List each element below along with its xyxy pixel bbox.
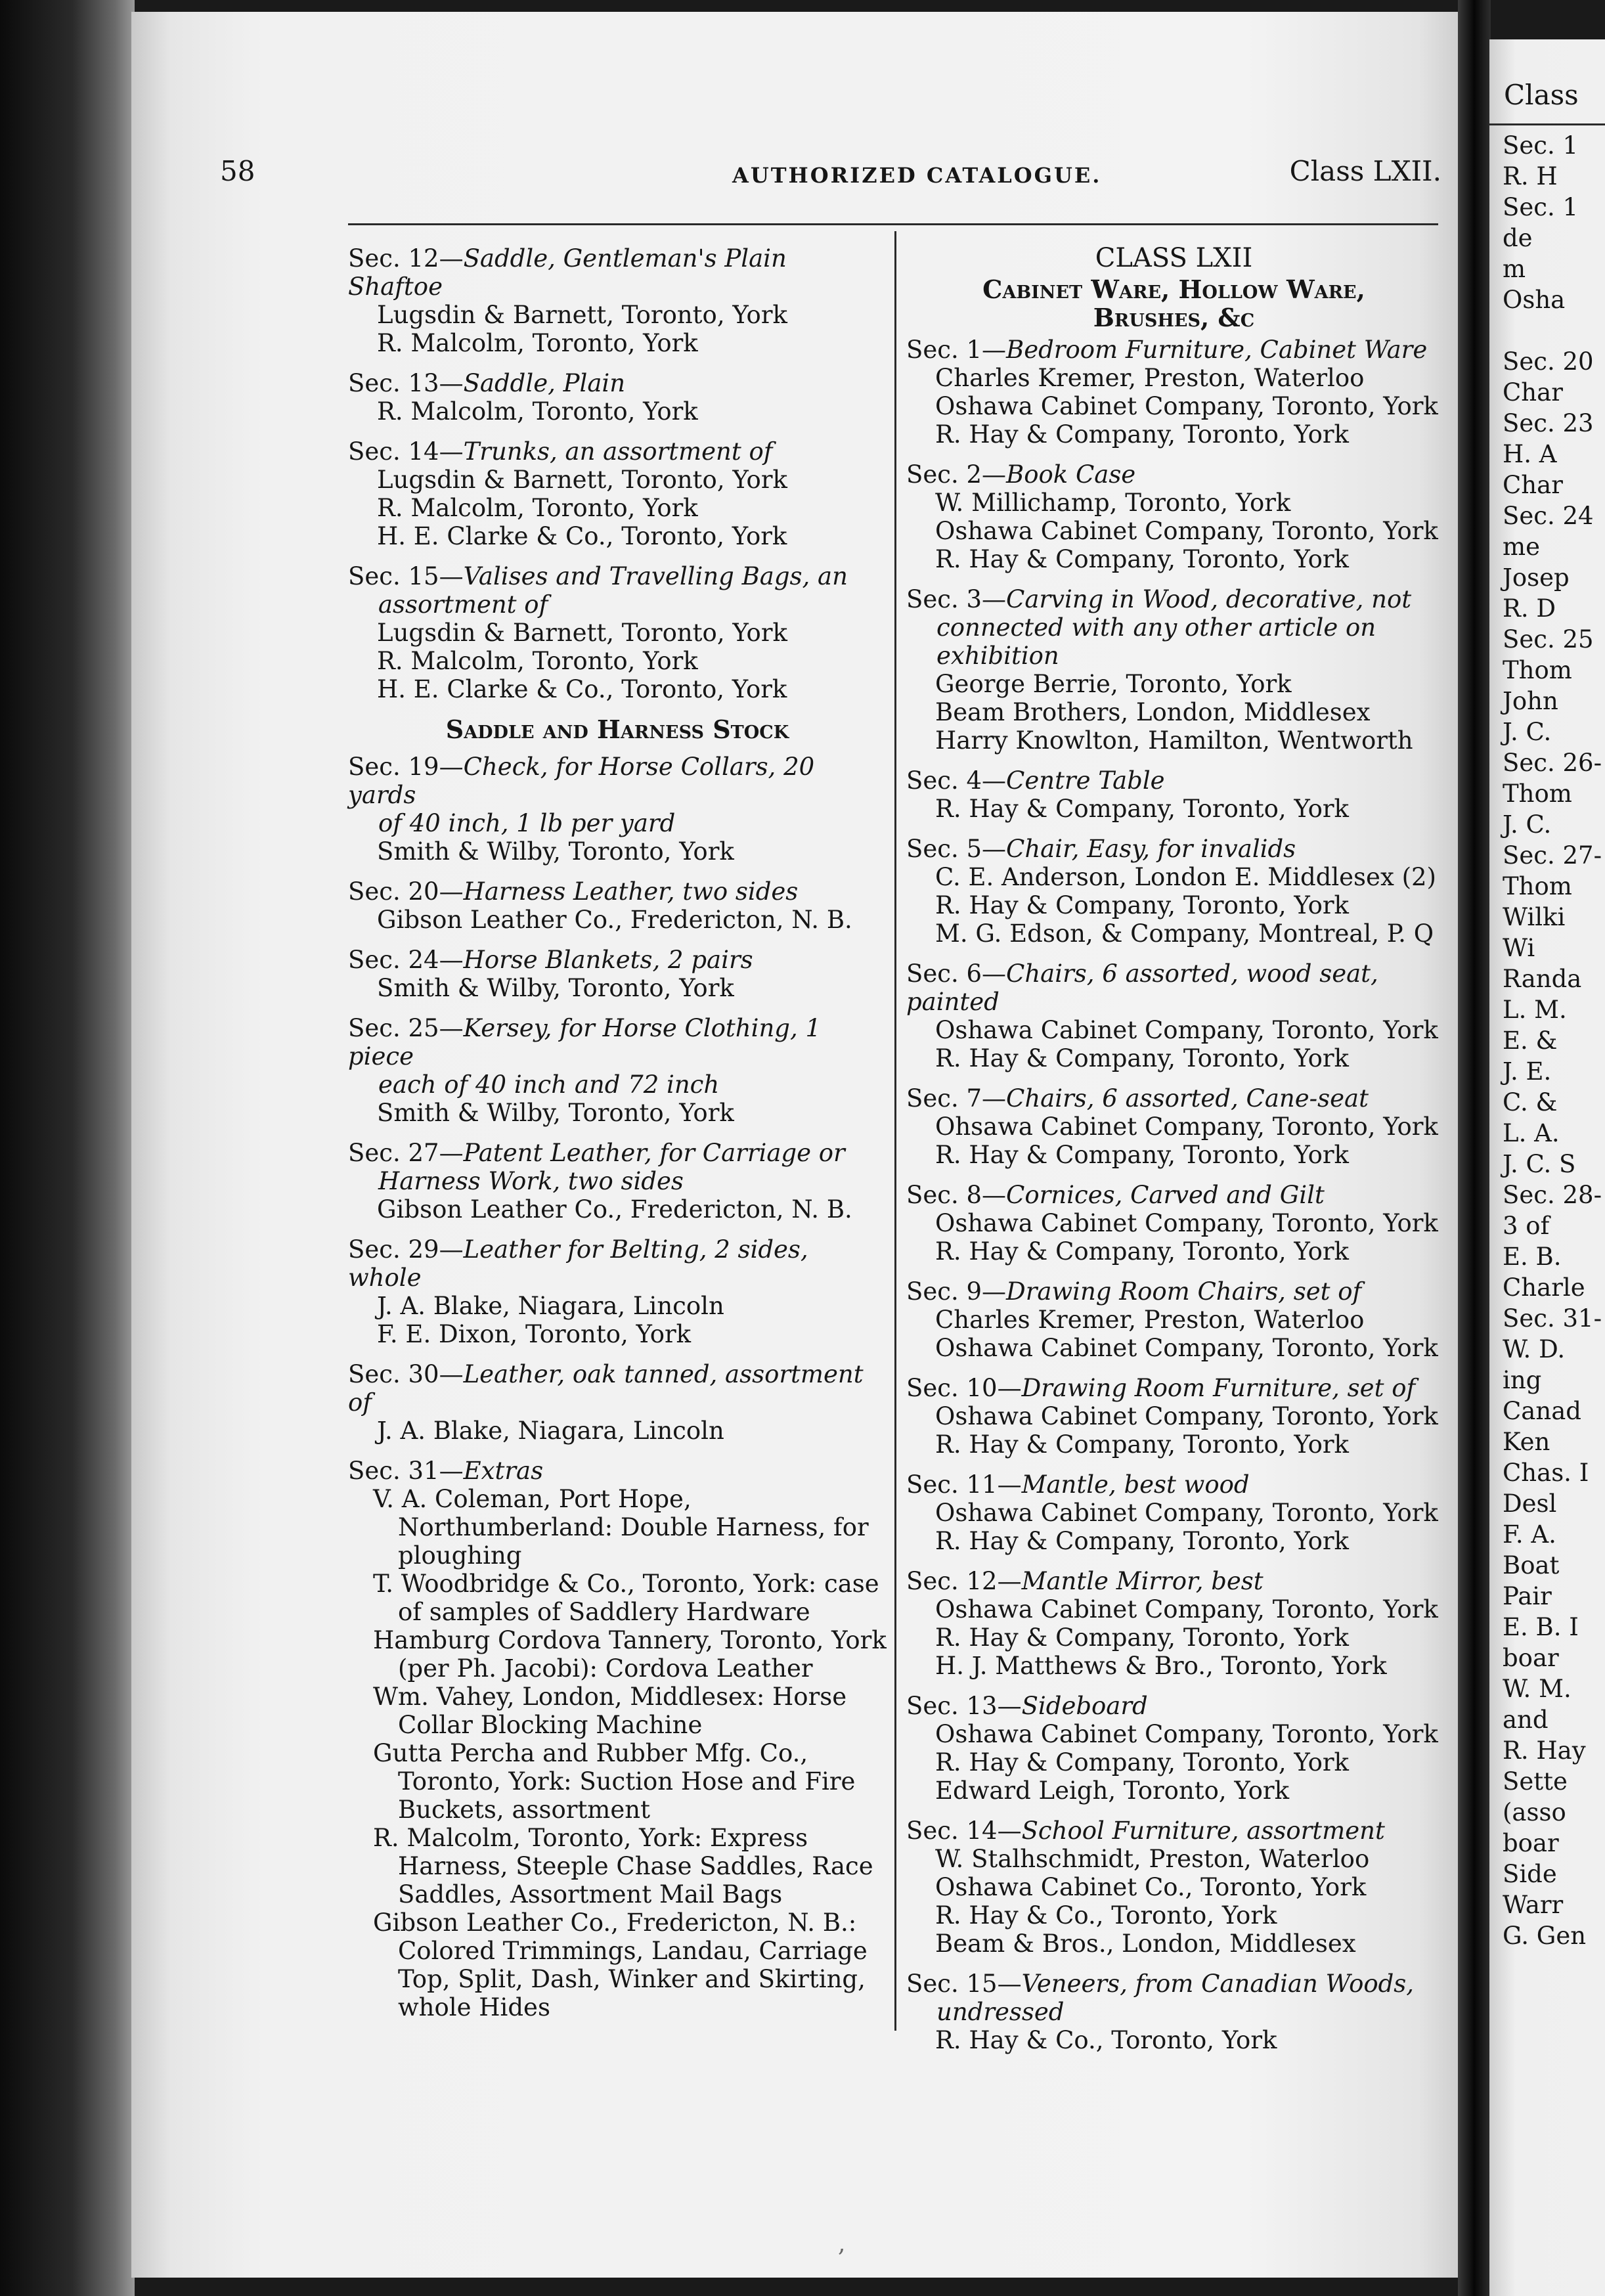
- section-heading: [906, 1277, 1441, 1306]
- next-page-fragment: Sec. 27-: [1503, 841, 1602, 870]
- section-heading: [348, 753, 887, 809]
- section-title: Extras: [463, 1457, 544, 1485]
- exhibitor-entry: Oshawa Cabinet Company, Toronto, York: [935, 1402, 1438, 1430]
- next-page-fragment: Pair: [1503, 1582, 1552, 1610]
- section-number: Sec. 12—: [906, 1567, 1022, 1595]
- next-page-fragment: Sec. 26-: [1503, 749, 1602, 777]
- next-page-fragment: C. &: [1503, 1088, 1558, 1116]
- section-number: Sec. 3—: [906, 585, 1007, 613]
- class-label: Class LXII.: [1289, 155, 1441, 187]
- section-number: Sec. 7—: [906, 1084, 1007, 1113]
- extras-entry: Gibson Leather Co., Fredericton, N. B.: Colored Trimmings, Landau, Carriage Top, Split, Dash, Winker and Skirting, whole Hides: [373, 1909, 868, 2021]
- exhibitor-entry: George Berrie, Toronto, York: [935, 670, 1292, 698]
- next-page-fragment: me: [1503, 533, 1540, 561]
- exhibitor-entry: W. Stalhschmidt, Preston, Waterloo: [935, 1845, 1370, 1873]
- next-page-fragment: W. M.: [1503, 1675, 1572, 1703]
- column-divider: [894, 231, 896, 2031]
- exhibitor-entry: R. Hay & Company, Toronto, York: [935, 1527, 1349, 1555]
- section-block: [906, 1817, 1441, 1958]
- section-block: [348, 1235, 887, 1348]
- exhibitor-entry: Harry Knowlton, Hamilton, Wentworth: [935, 726, 1413, 755]
- section-number: Sec. 31—: [348, 1457, 464, 1485]
- next-page-fragment: boar: [1503, 1829, 1559, 1857]
- print-smudge: ,: [838, 2230, 846, 2257]
- exhibitor-entry: R. Hay & Company, Toronto, York: [935, 545, 1349, 573]
- exhibitor-entry: Smith & Wilby, Toronto, York: [377, 1099, 734, 1127]
- next-page-fragment: Sec. 1: [1503, 131, 1579, 160]
- section-heading: [906, 1181, 1441, 1209]
- section-heading: [906, 336, 1441, 364]
- book-gutter: [1458, 0, 1491, 2296]
- next-page-fragment: Canad: [1503, 1397, 1581, 1425]
- exhibitor-entry: Charles Kremer, Preston, Waterloo: [935, 364, 1365, 392]
- section-heading: [906, 1817, 1441, 1845]
- exhibitor-entry: Oshawa Cabinet Company, Toronto, York: [935, 1720, 1438, 1748]
- saddle-harness-heading: Saddle and Harness Stock: [445, 715, 789, 744]
- section-number: Sec. 14—: [348, 437, 464, 466]
- section-title: Carving in Wood, decorative, not: [1006, 585, 1412, 613]
- next-page-fragment: Sette: [1503, 1767, 1568, 1796]
- section-heading: [348, 1139, 887, 1167]
- next-page-fragment: Wilki: [1503, 903, 1566, 931]
- next-page-fragment: W. D.: [1503, 1335, 1566, 1363]
- section-title: Drawing Room Furniture, set of: [1021, 1374, 1416, 1402]
- section-title: Cornices, Carved and Gilt: [1006, 1181, 1325, 1209]
- section-title: Veneers, from Canadian Woods,: [1021, 1970, 1415, 1998]
- section-title: Mantle, best wood: [1021, 1470, 1250, 1499]
- exhibitor-entry: J. A. Blake, Niagara, Lincoln: [377, 1292, 724, 1320]
- section-title: Book Case: [1006, 460, 1136, 489]
- next-page-fragment: Side: [1503, 1860, 1557, 1888]
- exhibitor-entry: R. Malcolm, Toronto, York: [377, 494, 698, 522]
- section-number: Sec. 9—: [906, 1277, 1007, 1306]
- book-binding-shadow: [0, 0, 135, 2296]
- exhibitor-entry: Oshawa Cabinet Company, Toronto, York: [935, 1499, 1438, 1527]
- exhibitor-entry: C. E. Anderson, London E. Middlesex (2): [935, 863, 1436, 891]
- section-title-continued: assortment of: [378, 590, 548, 619]
- section-block: [906, 1277, 1441, 1362]
- section-number: Sec. 11—: [906, 1470, 1022, 1499]
- next-page-fragment: Chas. I: [1503, 1459, 1589, 1487]
- section-title: Chair, Easy, for invalids: [1006, 835, 1296, 863]
- next-page-fragment: R. D: [1503, 594, 1556, 623]
- section-block: [906, 1567, 1441, 1680]
- section-number: Sec. 10—: [906, 1374, 1022, 1402]
- section-number: Sec. 12—: [348, 244, 464, 273]
- section-number: Sec. 20—: [348, 877, 464, 906]
- section-title-continued: Harness Work, two sides: [378, 1167, 684, 1195]
- section-title-continued: connected with any other article on exhibition: [936, 613, 1376, 670]
- exhibitor-entry: R. Hay & Company, Toronto, York: [935, 1748, 1349, 1777]
- section-heading: [906, 766, 1441, 795]
- left-column: [348, 244, 887, 2033]
- next-page-rule: [1489, 123, 1605, 125]
- extras-entry: Wm. Vahey, London, Middlesex: Horse Collar Blocking Machine: [373, 1683, 847, 1739]
- exhibitor-entry: R. Malcolm, Toronto, York: [377, 329, 698, 357]
- exhibitor-entry: R. Malcolm, Toronto, York: [377, 397, 698, 426]
- section-title: Leather for Belting, 2 sides, whole: [348, 1235, 808, 1292]
- next-page-fragment: J. C.: [1503, 718, 1552, 746]
- section-title-continued: of 40 inch, 1 lb per yard: [378, 809, 676, 837]
- next-page-fragment: ing: [1503, 1366, 1542, 1394]
- section-block: [906, 1374, 1441, 1459]
- next-page-fragment: Sec. 20: [1503, 347, 1594, 376]
- section-block: [348, 562, 887, 703]
- next-page-fragment: L. M.: [1503, 996, 1567, 1024]
- next-page-fragment: E. &: [1503, 1027, 1558, 1055]
- section-block: [348, 877, 887, 934]
- section-heading: [906, 585, 1441, 613]
- exhibitor-entry: R. Hay & Company, Toronto, York: [935, 1623, 1349, 1652]
- section-number: Sec. 19—: [348, 753, 464, 781]
- section-title: Trunks, an assortment of: [463, 437, 773, 466]
- section-heading: [906, 1084, 1441, 1113]
- section-block: [906, 960, 1441, 1072]
- section-title: Mantle Mirror, best: [1021, 1567, 1264, 1595]
- section-title-continued: each of 40 inch and 72 inch: [378, 1071, 720, 1099]
- section-number: Sec. 15—: [348, 562, 464, 590]
- next-page-fragment: de: [1503, 224, 1533, 252]
- exhibitor-entry: R. Hay & Company, Toronto, York: [935, 1141, 1349, 1169]
- running-title: AUTHORIZED CATALOGUE.: [732, 163, 1102, 188]
- page-header: [220, 155, 1455, 201]
- exhibitor-entry: R. Hay & Company, Toronto, York: [935, 420, 1349, 449]
- next-page-fragment: Sec. 28-: [1503, 1181, 1602, 1209]
- section-number: Sec. 15—: [906, 1970, 1022, 1998]
- section-heading: [906, 1374, 1441, 1402]
- exhibitor-entry: Lugsdin & Barnett, Toronto, York: [377, 301, 787, 329]
- class-subtitle-1: Cabinet Ware, Hollow Ware,: [982, 275, 1365, 304]
- exhibitor-entry: Beam & Bros., London, Middlesex: [935, 1930, 1356, 1958]
- next-page-fragment: J. C. S: [1503, 1150, 1576, 1178]
- next-page-fragment: Char: [1503, 471, 1563, 499]
- next-page-fragment: Boat: [1503, 1551, 1560, 1579]
- exhibitor-entry: R. Hay & Company, Toronto, York: [935, 1430, 1349, 1459]
- section-block: [906, 1692, 1441, 1805]
- section-title: Sideboard: [1021, 1692, 1148, 1720]
- exhibitor-entry: R. Hay & Company, Toronto, York: [935, 795, 1349, 823]
- section-number: Sec. 4—: [906, 766, 1007, 795]
- next-page-fragment: J. C.: [1503, 810, 1552, 839]
- section-title: Bedroom Furniture, Cabinet Ware: [1006, 336, 1428, 364]
- next-page-fragment: [1503, 317, 1602, 345]
- exhibitor-entry: Beam Brothers, London, Middlesex: [935, 698, 1371, 726]
- section-number: Sec. 1—: [906, 336, 1007, 364]
- section-number: Sec. 8—: [906, 1181, 1007, 1209]
- section-block: [348, 946, 887, 1002]
- section-title: Patent Leather, for Carriage or: [463, 1139, 845, 1167]
- section-block: [348, 437, 887, 550]
- next-page-fragment: J. E.: [1503, 1057, 1552, 1086]
- next-page-fragment: Thom: [1503, 780, 1572, 808]
- page-number: 58: [220, 155, 255, 187]
- next-page-fragment: Ken: [1503, 1428, 1550, 1456]
- exhibitor-entry: F. E. Dixon, Toronto, York: [377, 1320, 692, 1348]
- extras-entry: Gutta Percha and Rubber Mfg. Co., Toronto, York: Suction Hose and Fire Buckets, assortment: [373, 1739, 856, 1824]
- next-page-fragment: Sec. 1: [1503, 193, 1579, 221]
- next-page-fragment: (asso: [1503, 1798, 1566, 1826]
- extras-entry: V. A. Coleman, Port Hope, Northumberland: Double Harness, for ploughing: [373, 1485, 869, 1570]
- section-heading: [906, 960, 1441, 1016]
- extras-entry: T. Woodbridge & Co., Toronto, York: case of samples of Saddlery Hardware: [373, 1570, 879, 1626]
- next-page-fragment: R. H: [1503, 162, 1558, 190]
- section-number: Sec. 24—: [348, 946, 464, 974]
- next-page-fragment: and: [1503, 1706, 1549, 1734]
- section-block: [348, 1014, 887, 1127]
- next-page-fragment: Randa: [1503, 965, 1582, 993]
- exhibitor-entry: Oshawa Cabinet Company, Toronto, York: [935, 1595, 1438, 1623]
- exhibitor-entry: Charles Kremer, Preston, Waterloo: [935, 1306, 1365, 1334]
- exhibitor-entry: H. E. Clarke & Co., Toronto, York: [377, 522, 787, 550]
- exhibitor-entry: R. Hay & Company, Toronto, York: [935, 1237, 1349, 1266]
- next-page-fragment: Sec. 25: [1503, 625, 1594, 653]
- exhibitor-entry: Oshawa Cabinet Co., Toronto, York: [935, 1873, 1367, 1901]
- extras-entry: Hamburg Cordova Tannery, Toronto, York (per Ph. Jacobi): Cordova Leather: [373, 1626, 887, 1683]
- section-number: Sec. 6—: [906, 960, 1007, 988]
- section-heading: [906, 1970, 1441, 1998]
- section-title: Chairs, 6 assorted, Cane-seat: [1006, 1084, 1369, 1113]
- section-title: Kersey, for Horse Clothing, 1 piece: [348, 1014, 822, 1071]
- exhibitor-entry: H. J. Matthews & Bro., Toronto, York: [935, 1652, 1387, 1680]
- section-heading: [906, 1567, 1441, 1595]
- section-heading: [348, 1360, 887, 1417]
- next-page-fragments: [1503, 131, 1602, 1953]
- section-block: [348, 1360, 887, 1445]
- class-title: CLASS LXII: [1095, 243, 1253, 273]
- next-page-fragment: G. Gen: [1503, 1922, 1587, 1950]
- exhibitor-entry: Oshawa Cabinet Company, Toronto, York: [935, 1209, 1438, 1237]
- exhibitor-entry: Smith & Wilby, Toronto, York: [377, 974, 734, 1002]
- exhibitor-entry: Lugsdin & Barnett, Toronto, York: [377, 619, 787, 647]
- section-block: [906, 336, 1441, 449]
- exhibitor-entry: Oshawa Cabinet Company, Toronto, York: [935, 1334, 1438, 1362]
- section-heading: [348, 1235, 887, 1292]
- right-sections: [906, 336, 1441, 2054]
- section-heading: [348, 369, 887, 397]
- section-heading: [906, 1692, 1441, 1720]
- section-heading: [348, 1457, 887, 1485]
- section-block: [906, 1970, 1441, 2054]
- next-page-fragment: Sec. 24: [1503, 502, 1594, 530]
- section-heading: [348, 244, 887, 301]
- class-subtitle-2: Brushes, &c: [1093, 303, 1255, 332]
- section-block: [906, 460, 1441, 573]
- section-block: [348, 244, 887, 357]
- section-heading: [348, 946, 887, 974]
- section-number: Sec. 5—: [906, 835, 1007, 863]
- next-page-fragment: E. B. I: [1503, 1613, 1579, 1641]
- next-page-header: Class: [1504, 79, 1579, 111]
- section-heading: [906, 460, 1441, 489]
- next-page-fragment: R. Hay: [1503, 1736, 1586, 1765]
- exhibitor-entry: R. Hay & Co., Toronto, York: [935, 2026, 1277, 2054]
- section-title: Saddle, Gentleman's Plain Shaftoe: [348, 244, 787, 301]
- section-block: [906, 1181, 1441, 1266]
- section-title: Saddle, Plain: [463, 369, 626, 397]
- next-page-fragment: L. A.: [1503, 1119, 1560, 1147]
- section-block: [906, 835, 1441, 948]
- section-number: Sec. 30—: [348, 1360, 464, 1388]
- section-heading: [348, 877, 887, 906]
- section-heading: [348, 437, 887, 466]
- section-title: Leather, oak tanned, assortment of: [348, 1360, 864, 1417]
- section-number: Sec. 29—: [348, 1235, 464, 1264]
- section-block: [906, 1084, 1441, 1169]
- exhibitor-entry: Ohsawa Cabinet Company, Toronto, York: [935, 1113, 1438, 1141]
- section-title-continued: undressed: [936, 1998, 1065, 2026]
- next-page-fragment: Osha: [1503, 286, 1566, 314]
- exhibitor-entry: Lugsdin & Barnett, Toronto, York: [377, 466, 787, 494]
- next-page-edge: [1489, 39, 1605, 2296]
- next-page-fragment: Sec. 23: [1503, 409, 1594, 437]
- extras-entry: R. Malcolm, Toronto, York: Express Harness, Steeple Chase Saddles, Race Saddles, Assortment Mail Bags: [373, 1824, 873, 1909]
- section-title: Check, for Horse Collars, 20 yards: [348, 753, 815, 809]
- section-block: [906, 585, 1441, 755]
- next-page-fragment: Desl: [1503, 1490, 1557, 1518]
- exhibitor-entry: Edward Leigh, Toronto, York: [935, 1777, 1290, 1805]
- next-page-fragment: Char: [1503, 378, 1563, 407]
- header-rule: [348, 223, 1438, 225]
- next-page-fragment: Wi: [1503, 934, 1535, 962]
- section-block: [348, 369, 887, 426]
- exhibitor-entry: Oshawa Cabinet Company, Toronto, York: [935, 1016, 1438, 1044]
- next-page-fragment: Thom: [1503, 872, 1572, 900]
- section-heading: [348, 1014, 887, 1071]
- section-block: [348, 1139, 887, 1224]
- section-title: Valises and Travelling Bags, an: [463, 562, 848, 590]
- section-number: Sec. 14—: [906, 1817, 1022, 1845]
- exhibitor-entry: H. E. Clarke & Co., Toronto, York: [377, 675, 787, 703]
- exhibitor-entry: R. Hay & Company, Toronto, York: [935, 1044, 1349, 1072]
- section-number: Sec. 27—: [348, 1139, 464, 1167]
- section-block: [906, 1470, 1441, 1555]
- section-number: Sec. 25—: [348, 1014, 464, 1042]
- next-page-fragment: m: [1503, 255, 1526, 283]
- next-page-fragment: Warr: [1503, 1891, 1564, 1919]
- exhibitor-entry: R. Malcolm, Toronto, York: [377, 647, 698, 675]
- section-title: School Furniture, assortment: [1021, 1817, 1385, 1845]
- section-title: Centre Table: [1006, 766, 1165, 795]
- section-block: [348, 753, 887, 866]
- next-page-fragment: E. B.: [1503, 1243, 1562, 1271]
- section-title: Horse Blankets, 2 pairs: [463, 946, 753, 974]
- next-page-fragment: boar: [1503, 1644, 1559, 1672]
- exhibitor-entry: M. G. Edson, & Company, Montreal, P. Q: [935, 919, 1434, 948]
- exhibitor-entry: R. Hay & Company, Toronto, York: [935, 891, 1349, 919]
- next-page-fragment: Thom: [1503, 656, 1572, 684]
- section-block: [906, 766, 1441, 823]
- right-column: [906, 244, 1441, 2066]
- section-number: Sec. 13—: [906, 1692, 1022, 1720]
- exhibitor-entry: W. Millichamp, Toronto, York: [935, 489, 1291, 517]
- exhibitor-entry: Smith & Wilby, Toronto, York: [377, 837, 734, 866]
- exhibitor-entry: J. A. Blake, Niagara, Lincoln: [377, 1417, 724, 1445]
- extras-block: [348, 1457, 887, 2021]
- next-page-fragment: Sec. 31-: [1503, 1304, 1602, 1333]
- next-page-fragment: Josep: [1503, 563, 1570, 592]
- next-page-fragment: Charle: [1503, 1273, 1585, 1302]
- section-heading: [348, 562, 887, 590]
- exhibitor-entry: Oshawa Cabinet Company, Toronto, York: [935, 392, 1438, 420]
- section-title: Chairs, 6 assorted, wood seat, painted: [906, 960, 1378, 1016]
- next-page-fragment: 3 of: [1503, 1212, 1550, 1240]
- section-title: Harness Leather, two sides: [463, 877, 799, 906]
- next-page-fragment: H. A: [1503, 440, 1557, 468]
- exhibitor-entry: R. Hay & Co., Toronto, York: [935, 1901, 1277, 1930]
- section-heading: [906, 835, 1441, 863]
- exhibitor-entry: Oshawa Cabinet Company, Toronto, York: [935, 517, 1438, 545]
- exhibitor-entry: Gibson Leather Co., Fredericton, N. B.: [377, 906, 852, 934]
- section-number: Sec. 2—: [906, 460, 1007, 489]
- next-page-fragment: John: [1503, 687, 1558, 715]
- next-page-fragment: F. A.: [1503, 1520, 1556, 1549]
- exhibitor-entry: Gibson Leather Co., Fredericton, N. B.: [377, 1195, 852, 1224]
- section-number: Sec. 13—: [348, 369, 464, 397]
- section-heading: [906, 1470, 1441, 1499]
- section-title: Drawing Room Chairs, set of: [1006, 1277, 1362, 1306]
